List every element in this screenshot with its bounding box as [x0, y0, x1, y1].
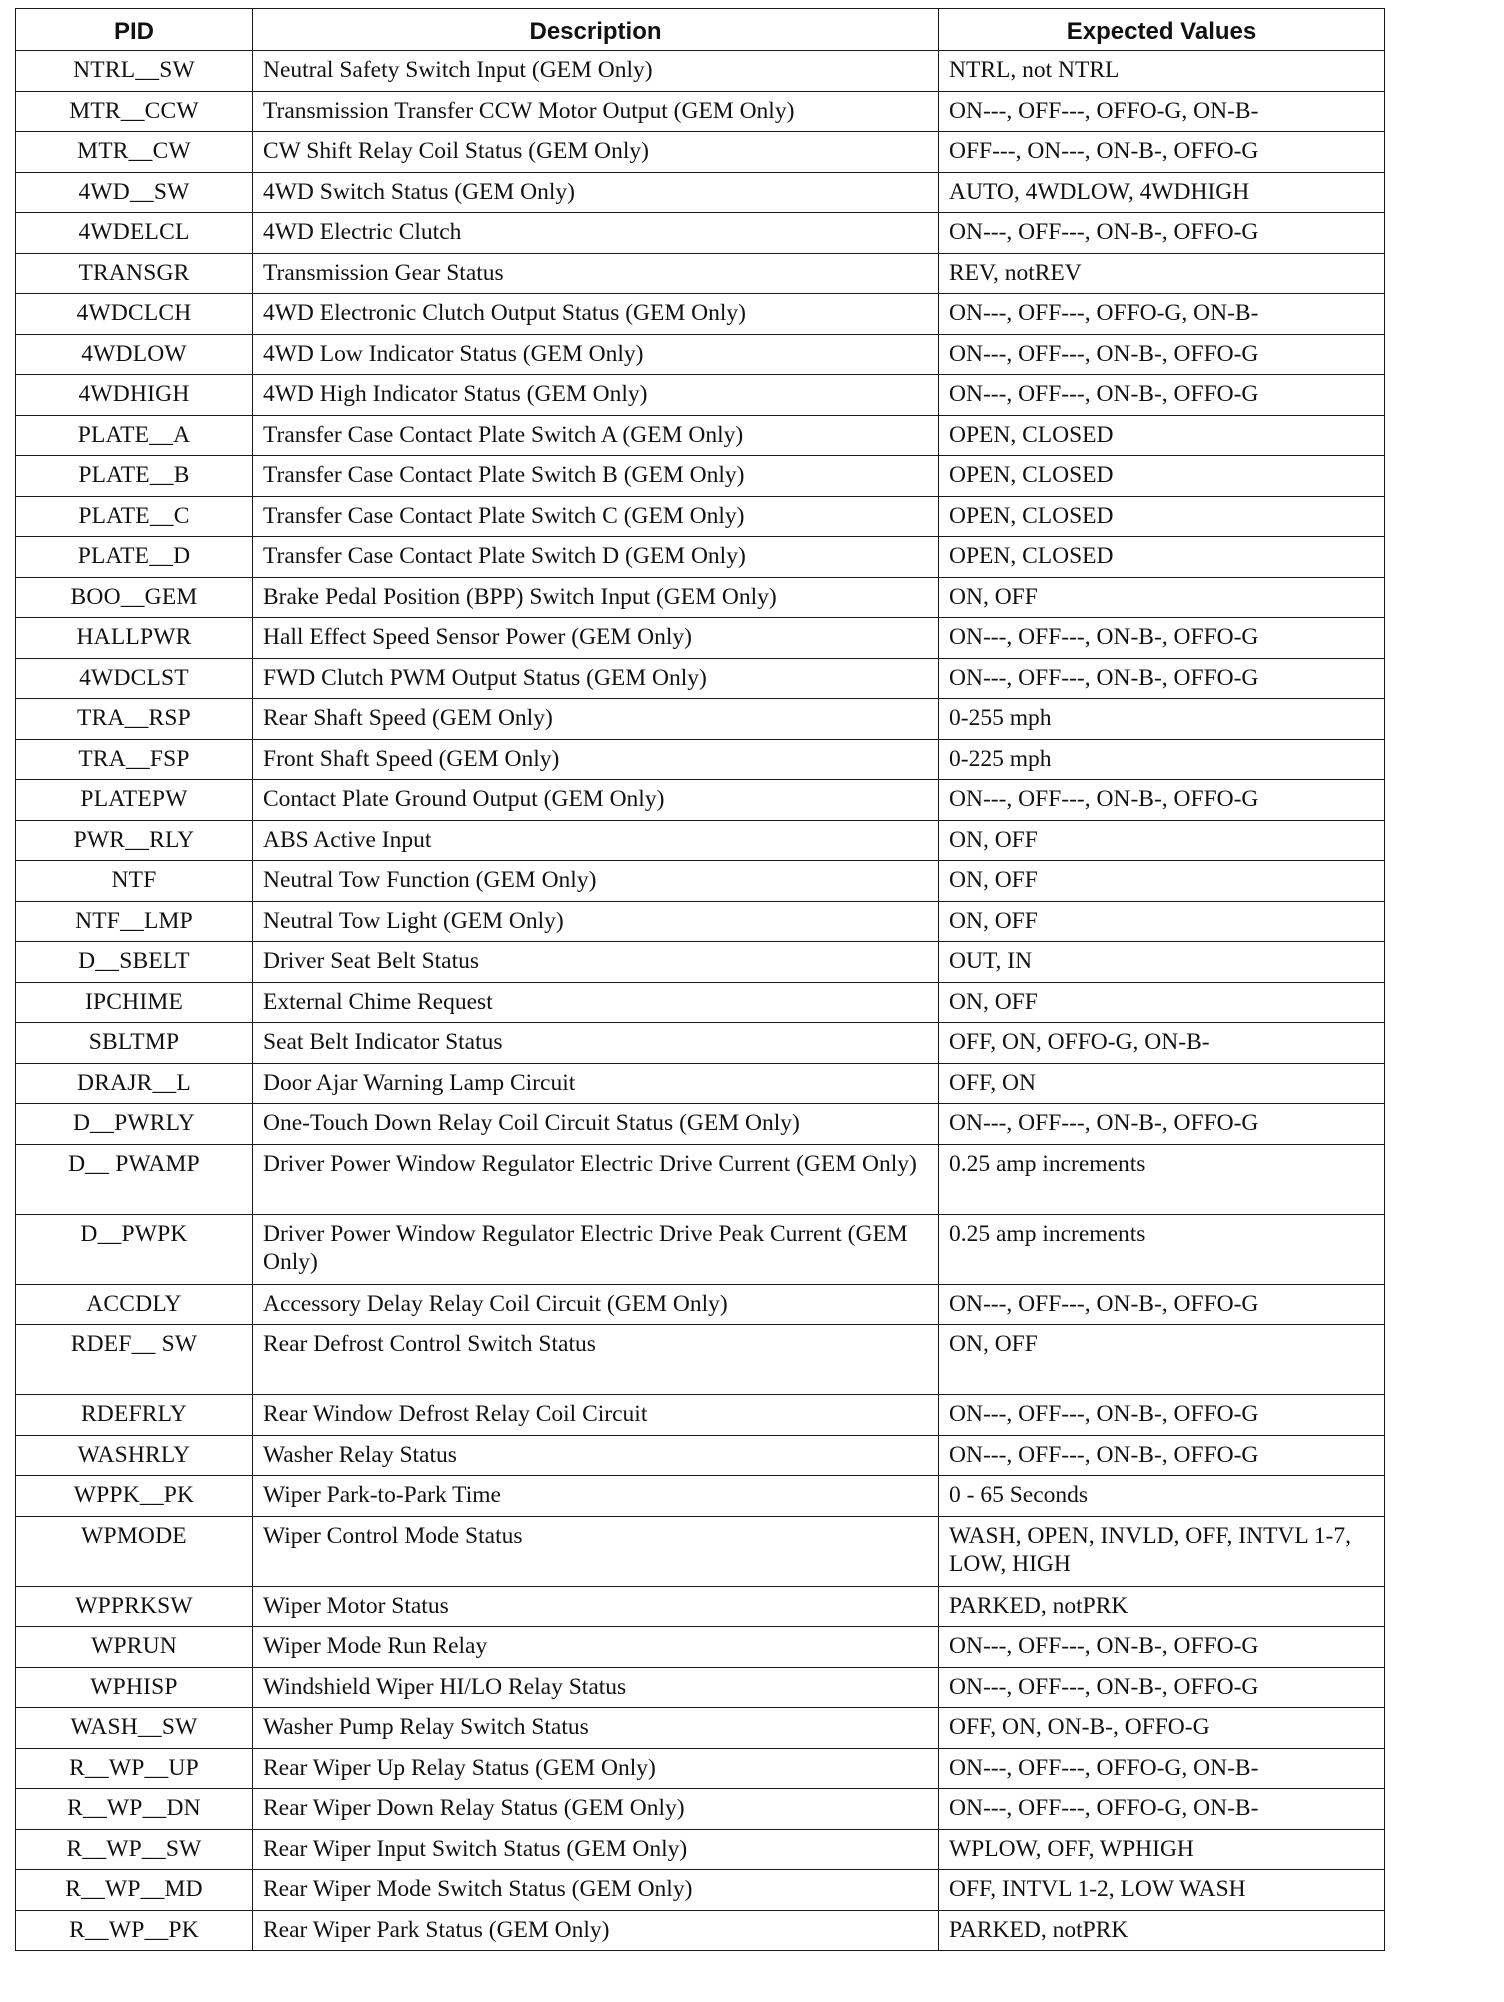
description-cell: Hall Effect Speed Sensor Power (GEM Only) [253, 618, 939, 659]
expected-values-cell: WPLOW, OFF, WPHIGH [939, 1829, 1385, 1870]
table-row [16, 537, 1385, 578]
pid-cell: WPHISP [16, 1667, 253, 1708]
expected-values-cell: ON, OFF [939, 577, 1385, 618]
table-row [16, 1789, 1385, 1830]
pid-cell: D__ PWAMP [16, 1144, 253, 1214]
description-cell: Front Shaft Speed (GEM Only) [253, 739, 939, 780]
pid-cell: 4WDLOW [16, 334, 253, 375]
pid-cell: 4WDELCL [16, 213, 253, 254]
table-row [16, 1395, 1385, 1436]
description-cell: External Chime Request [253, 982, 939, 1023]
expected-values-cell: ON---, OFF---, ON-B-, OFFO-G [939, 1104, 1385, 1145]
expected-values-cell: ON---, OFF---, ON-B-, OFFO-G [939, 1395, 1385, 1436]
pid-table [15, 8, 1385, 1951]
table-row [16, 132, 1385, 173]
table-row [16, 820, 1385, 861]
description-cell: 4WD Electronic Clutch Output Status (GEM Only) [253, 294, 939, 335]
table-row [16, 496, 1385, 537]
expected-values-cell: OPEN, CLOSED [939, 456, 1385, 497]
table-row [16, 1023, 1385, 1064]
pid-cell: R__WP__MD [16, 1870, 253, 1911]
expected-values-cell: NTRL, not NTRL [939, 51, 1385, 92]
table-row [16, 1435, 1385, 1476]
header-description: Description [253, 9, 939, 51]
description-cell: Washer Pump Relay Switch Status [253, 1708, 939, 1749]
description-cell: Rear Window Defrost Relay Coil Circuit [253, 1395, 939, 1436]
pid-cell: RDEF__ SW [16, 1325, 253, 1395]
table-row [16, 51, 1385, 92]
pid-cell: PLATE__C [16, 496, 253, 537]
description-cell: Accessory Delay Relay Coil Circuit (GEM Only) [253, 1284, 939, 1325]
description-cell: Rear Wiper Up Relay Status (GEM Only) [253, 1748, 939, 1789]
description-cell: Contact Plate Ground Output (GEM Only) [253, 780, 939, 821]
description-cell: Driver Seat Belt Status [253, 942, 939, 983]
expected-values-cell: 0.25 amp increments [939, 1144, 1385, 1214]
table-row [16, 1910, 1385, 1951]
pid-cell: 4WDHIGH [16, 375, 253, 416]
table-row [16, 1516, 1385, 1586]
pid-cell: TRA__FSP [16, 739, 253, 780]
expected-values-cell: OUT, IN [939, 942, 1385, 983]
pid-cell: SBLTMP [16, 1023, 253, 1064]
description-cell: Wiper Motor Status [253, 1586, 939, 1627]
table-row [16, 618, 1385, 659]
table-row [16, 942, 1385, 983]
expected-values-cell: OFF, INTVL 1-2, LOW WASH [939, 1870, 1385, 1911]
description-cell: Transmission Transfer CCW Motor Output (GEM Only) [253, 91, 939, 132]
pid-cell: WPRUN [16, 1627, 253, 1668]
table-row [16, 1063, 1385, 1104]
description-cell: 4WD Electric Clutch [253, 213, 939, 254]
expected-values-cell: OFF, ON, ON-B-, OFFO-G [939, 1708, 1385, 1749]
description-cell: Rear Wiper Down Relay Status (GEM Only) [253, 1789, 939, 1830]
table-row [16, 658, 1385, 699]
table-row [16, 1829, 1385, 1870]
table-row [16, 172, 1385, 213]
pid-cell: WPMODE [16, 1516, 253, 1586]
pid-cell: R__WP__UP [16, 1748, 253, 1789]
pid-cell: PLATE__A [16, 415, 253, 456]
pid-cell: PLATEPW [16, 780, 253, 821]
table-row [16, 780, 1385, 821]
pid-cell: NTF [16, 861, 253, 902]
expected-values-cell: ON, OFF [939, 901, 1385, 942]
table-row [16, 1748, 1385, 1789]
expected-values-cell: OFF, ON, OFFO-G, ON-B- [939, 1023, 1385, 1064]
expected-values-cell: PARKED, notPRK [939, 1586, 1385, 1627]
table-row [16, 739, 1385, 780]
pid-cell: D__PWRLY [16, 1104, 253, 1145]
expected-values-cell: OPEN, CLOSED [939, 496, 1385, 537]
expected-values-cell: ON---, OFF---, ON-B-, OFFO-G [939, 375, 1385, 416]
expected-values-cell: AUTO, 4WDLOW, 4WDHIGH [939, 172, 1385, 213]
description-cell: Windshield Wiper HI/LO Relay Status [253, 1667, 939, 1708]
expected-values-cell: ON---, OFF---, ON-B-, OFFO-G [939, 213, 1385, 254]
expected-values-cell: ON---, OFF---, ON-B-, OFFO-G [939, 658, 1385, 699]
expected-values-cell: OPEN, CLOSED [939, 537, 1385, 578]
table-row [16, 1325, 1385, 1395]
table-row [16, 861, 1385, 902]
pid-cell: R__WP__PK [16, 1910, 253, 1951]
table-row [16, 91, 1385, 132]
description-cell: 4WD High Indicator Status (GEM Only) [253, 375, 939, 416]
pid-cell: PLATE__D [16, 537, 253, 578]
table-row [16, 577, 1385, 618]
table-row [16, 1214, 1385, 1284]
pid-cell: NTF__LMP [16, 901, 253, 942]
pid-cell: 4WDCLST [16, 658, 253, 699]
expected-values-cell: ON, OFF [939, 861, 1385, 902]
description-cell: 4WD Switch Status (GEM Only) [253, 172, 939, 213]
expected-values-cell: OFF, ON [939, 1063, 1385, 1104]
expected-values-cell: REV, notREV [939, 253, 1385, 294]
pid-cell: TRANSGR [16, 253, 253, 294]
description-cell: FWD Clutch PWM Output Status (GEM Only) [253, 658, 939, 699]
description-cell: Rear Shaft Speed (GEM Only) [253, 699, 939, 740]
pid-cell: TRA__RSP [16, 699, 253, 740]
pid-cell: NTRL__SW [16, 51, 253, 92]
pid-cell: ACCDLY [16, 1284, 253, 1325]
description-cell: Driver Power Window Regulator Electric Drive Current (GEM Only) [253, 1144, 939, 1214]
description-cell: Rear Defrost Control Switch Status [253, 1325, 939, 1395]
header-pid: PID [16, 9, 253, 51]
description-cell: Transfer Case Contact Plate Switch B (GEM Only) [253, 456, 939, 497]
pid-cell: MTR__CCW [16, 91, 253, 132]
expected-values-cell: ON, OFF [939, 982, 1385, 1023]
description-cell: Rear Wiper Mode Switch Status (GEM Only) [253, 1870, 939, 1911]
table-row [16, 1870, 1385, 1911]
table-row [16, 982, 1385, 1023]
expected-values-cell: ON---, OFF---, OFFO-G, ON-B- [939, 1789, 1385, 1830]
description-cell: One-Touch Down Relay Coil Circuit Status (GEM Only) [253, 1104, 939, 1145]
expected-values-cell: ON, OFF [939, 1325, 1385, 1395]
pid-cell: RDEFRLY [16, 1395, 253, 1436]
description-cell: Brake Pedal Position (BPP) Switch Input (GEM Only) [253, 577, 939, 618]
pid-cell: WASHRLY [16, 1435, 253, 1476]
description-cell: Rear Wiper Park Status (GEM Only) [253, 1910, 939, 1951]
expected-values-cell: OPEN, CLOSED [939, 415, 1385, 456]
pid-cell: IPCHIME [16, 982, 253, 1023]
table-row [16, 1144, 1385, 1214]
pid-cell: D__PWPK [16, 1214, 253, 1284]
description-cell: Transfer Case Contact Plate Switch C (GEM Only) [253, 496, 939, 537]
pid-cell: PWR__RLY [16, 820, 253, 861]
table-row [16, 699, 1385, 740]
pid-cell: PLATE__B [16, 456, 253, 497]
pid-cell: MTR__CW [16, 132, 253, 173]
description-cell: Transfer Case Contact Plate Switch A (GEM Only) [253, 415, 939, 456]
pid-cell: HALLPWR [16, 618, 253, 659]
header-row [16, 9, 1385, 51]
expected-values-cell: WASH, OPEN, INVLD, OFF, INTVL 1-7, LOW, HIGH [939, 1516, 1385, 1586]
expected-values-cell: 0 - 65 Seconds [939, 1476, 1385, 1517]
table-header [16, 9, 1385, 51]
expected-values-cell: ON---, OFF---, ON-B-, OFFO-G [939, 618, 1385, 659]
expected-values-cell: ON---, OFF---, OFFO-G, ON-B- [939, 91, 1385, 132]
expected-values-cell: ON---, OFF---, ON-B-, OFFO-G [939, 334, 1385, 375]
table-body [16, 51, 1385, 1951]
description-cell: Neutral Safety Switch Input (GEM Only) [253, 51, 939, 92]
table-row [16, 253, 1385, 294]
expected-values-cell: 0-255 mph [939, 699, 1385, 740]
table-row [16, 1476, 1385, 1517]
pid-cell: WPPK__PK [16, 1476, 253, 1517]
expected-values-cell: OFF---, ON---, ON-B-, OFFO-G [939, 132, 1385, 173]
expected-values-cell: ON---, OFF---, ON-B-, OFFO-G [939, 1435, 1385, 1476]
pid-cell: R__WP__DN [16, 1789, 253, 1830]
expected-values-cell: ON, OFF [939, 820, 1385, 861]
description-cell: CW Shift Relay Coil Status (GEM Only) [253, 132, 939, 173]
description-cell: Seat Belt Indicator Status [253, 1023, 939, 1064]
expected-values-cell: ON---, OFF---, OFFO-G, ON-B- [939, 294, 1385, 335]
pid-cell: D__SBELT [16, 942, 253, 983]
description-cell: Wiper Park-to-Park Time [253, 1476, 939, 1517]
description-cell: 4WD Low Indicator Status (GEM Only) [253, 334, 939, 375]
description-cell: Neutral Tow Light (GEM Only) [253, 901, 939, 942]
table-row [16, 901, 1385, 942]
description-cell: Transfer Case Contact Plate Switch D (GEM Only) [253, 537, 939, 578]
table-row [16, 415, 1385, 456]
description-cell: Rear Wiper Input Switch Status (GEM Only) [253, 1829, 939, 1870]
description-cell: Wiper Control Mode Status [253, 1516, 939, 1586]
table-row [16, 1104, 1385, 1145]
table-row [16, 375, 1385, 416]
description-cell: Wiper Mode Run Relay [253, 1627, 939, 1668]
description-cell: Door Ajar Warning Lamp Circuit [253, 1063, 939, 1104]
pid-cell: BOO__GEM [16, 577, 253, 618]
pid-cell: R__WP__SW [16, 1829, 253, 1870]
expected-values-cell: ON---, OFF---, ON-B-, OFFO-G [939, 780, 1385, 821]
pid-cell: 4WDCLCH [16, 294, 253, 335]
table-row [16, 1627, 1385, 1668]
table-row [16, 1284, 1385, 1325]
header-expected-values: Expected Values [939, 9, 1385, 51]
table-row [16, 334, 1385, 375]
description-cell: Driver Power Window Regulator Electric Drive Peak Current (GEM Only) [253, 1214, 939, 1284]
table-row [16, 456, 1385, 497]
expected-values-cell: PARKED, notPRK [939, 1910, 1385, 1951]
table-row [16, 1586, 1385, 1627]
expected-values-cell: ON---, OFF---, OFFO-G, ON-B- [939, 1748, 1385, 1789]
pid-cell: 4WD__SW [16, 172, 253, 213]
pid-cell: DRAJR__L [16, 1063, 253, 1104]
pid-cell: WASH__SW [16, 1708, 253, 1749]
description-cell: ABS Active Input [253, 820, 939, 861]
description-cell: Neutral Tow Function (GEM Only) [253, 861, 939, 902]
description-cell: Washer Relay Status [253, 1435, 939, 1476]
table-row [16, 1708, 1385, 1749]
expected-values-cell: 0-225 mph [939, 739, 1385, 780]
table-row [16, 1667, 1385, 1708]
table-row [16, 213, 1385, 254]
expected-values-cell: 0.25 amp increments [939, 1214, 1385, 1284]
pid-cell: WPPRKSW [16, 1586, 253, 1627]
table-row [16, 294, 1385, 335]
expected-values-cell: ON---, OFF---, ON-B-, OFFO-G [939, 1627, 1385, 1668]
expected-values-cell: ON---, OFF---, ON-B-, OFFO-G [939, 1284, 1385, 1325]
expected-values-cell: ON---, OFF---, ON-B-, OFFO-G [939, 1667, 1385, 1708]
description-cell: Transmission Gear Status [253, 253, 939, 294]
